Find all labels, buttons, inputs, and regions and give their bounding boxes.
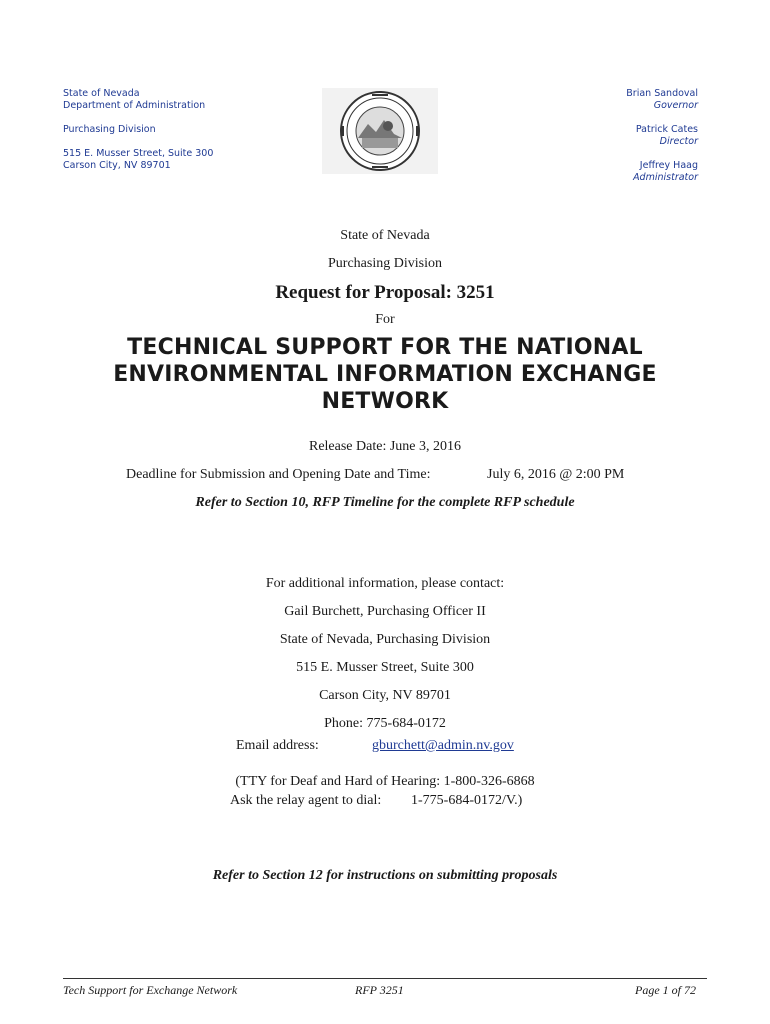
state-name: State of Nevada <box>63 88 140 99</box>
body-state: State of Nevada <box>340 228 430 243</box>
official-name: Jeffrey Haag <box>639 160 698 171</box>
official-name: Patrick Cates <box>635 124 698 135</box>
officials-block <box>626 88 698 184</box>
project-title-line: NETWORK <box>321 389 449 414</box>
email-label: Email address: <box>236 738 319 753</box>
department-name: Department of Administration <box>63 100 206 111</box>
agency-address-block <box>63 88 213 172</box>
contact-street: 515 E. Musser Street, Suite 300 <box>296 660 474 675</box>
street-address: 515 E. Musser Street, Suite 300 <box>63 148 214 159</box>
body-division: Purchasing Division <box>328 256 442 271</box>
contact-org: State of Nevada, Purchasing Division <box>279 632 491 647</box>
project-title-line: TECHNICAL SUPPORT FOR THE NATIONAL <box>127 335 643 360</box>
rfp-title: Request for Proposal: 3251 <box>275 282 495 303</box>
state-seal <box>322 88 438 174</box>
official-title: Governor <box>653 100 698 111</box>
submission-reference: Refer to Section 12 for instructions on submitting proposals <box>212 868 558 883</box>
relay-label: Ask the relay agent to dial: <box>230 793 382 808</box>
deadline-value: July 6, 2016 @ 2:00 PM <box>487 467 625 482</box>
footer-center: RFP 3251 <box>355 983 404 997</box>
official-title: Director <box>659 136 698 147</box>
official-name: Brian Sandoval <box>626 88 698 99</box>
release-date: Release Date: June 3, 2016 <box>308 439 461 454</box>
project-title-line: ENVIRONMENTAL INFORMATION EXCHANGE <box>113 362 657 387</box>
contact-phone: Phone: 775-684-0172 <box>324 716 446 731</box>
official-title: Administrator <box>633 172 698 183</box>
email-link[interactable]: gburchett@admin.nv.gov <box>372 738 514 753</box>
deadline-label: Deadline for Submission and Opening Date and Time: <box>126 467 431 482</box>
project-title <box>0 334 770 415</box>
footer-left: Tech Support for Exchange Network <box>63 983 238 997</box>
relay-number: 1-775-684-0172/V.) <box>411 793 523 808</box>
contact-intro: For additional information, please contact: <box>265 576 505 591</box>
footer-divider <box>63 978 707 979</box>
page-number: Page 1 of 72 <box>635 983 696 997</box>
contact-name: Gail Burchett, Purchasing Officer II <box>284 604 486 619</box>
contact-city: Carson City, NV 89701 <box>319 688 451 703</box>
tty-line: (TTY for Deaf and Hard of Hearing: 1-800-326-6868 <box>235 774 535 789</box>
timeline-reference: Refer to Section 10, RFP Timeline for the complete RFP schedule <box>195 495 575 510</box>
for-label: For <box>375 312 395 327</box>
city-address: Carson City, NV 89701 <box>63 160 171 171</box>
division-name: Purchasing Division <box>63 124 156 135</box>
